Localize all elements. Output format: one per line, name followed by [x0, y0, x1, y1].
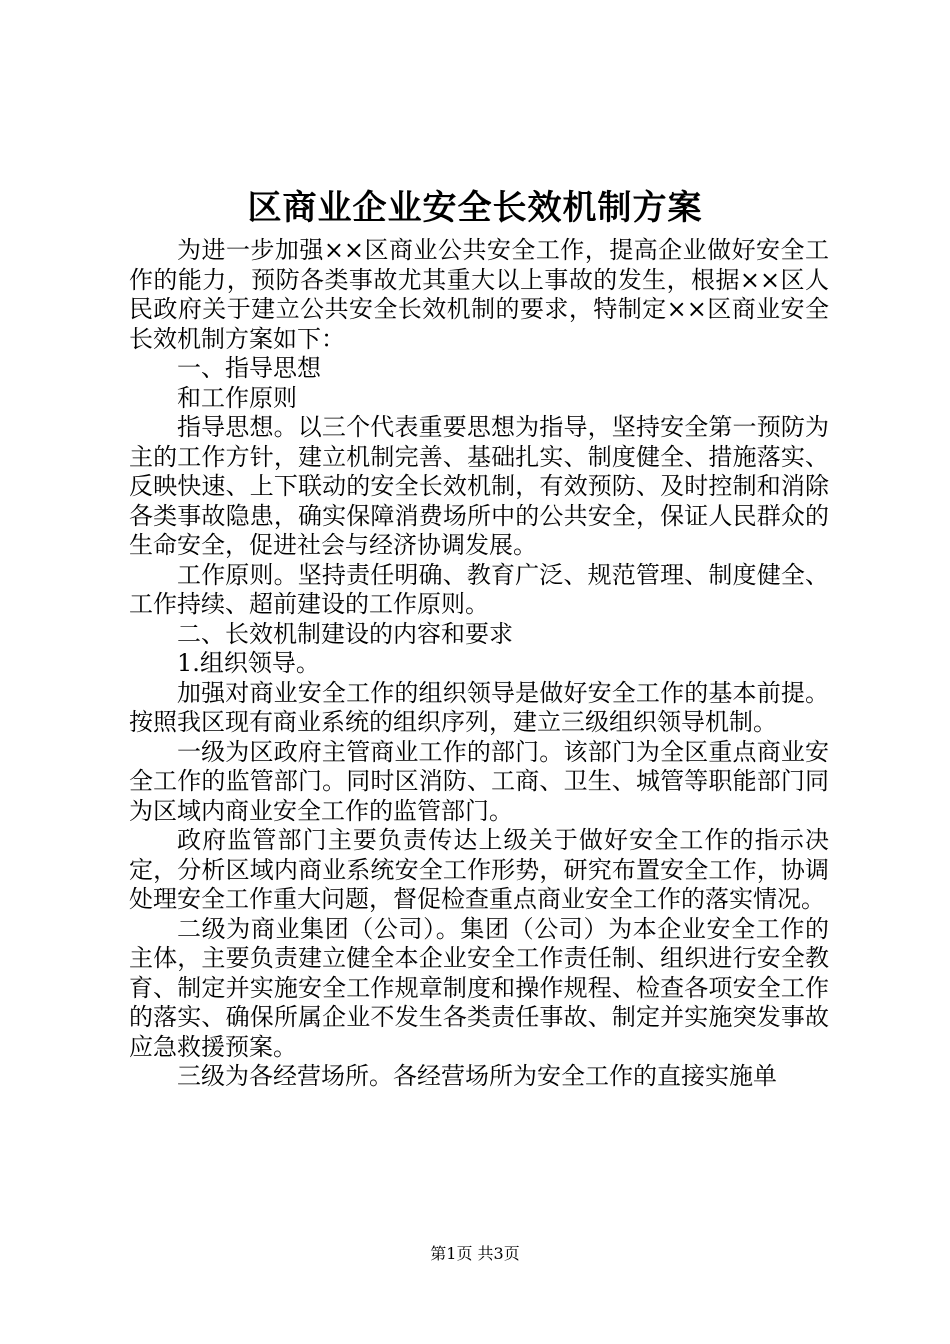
paragraph-leadership: 加强对商业安全工作的组织领导是做好安全工作的基本前提。按照我区现有商业系统的组织序列，建立三级组织领导机制。 [129, 678, 829, 736]
paragraph-intro: 为进一步加强××区商业公共安全工作，提高企业做好安全工作的能力，预防各类事故尤其重大以上事故的发生，根据××区人民政府关于建立公共安全长效机制的要求，特制定××区商业安全长效机制方案如下： [129, 236, 829, 353]
paragraph-work-principle: 工作原则。坚持责任明确、教育广泛、规范管理、制度健全、工作持续、超前建设的工作原则。 [129, 560, 829, 618]
document-body [129, 236, 829, 1092]
paragraph-level-three: 三级为各经营场所。各经营场所为安全工作的直接实施单 [177, 1062, 777, 1090]
section-heading-1: 一、指导思想 [177, 354, 321, 382]
paragraph-level-one: 一级为区政府主管商业工作的部门。该部门为全区重点商业安全工作的监管部门。同时区消防、工商、卫生、城管等职能部门同为区域内商业安全工作的监管部门。 [129, 737, 829, 825]
subsection-heading-1: 1.组织领导。 [177, 649, 320, 677]
section-heading-2: 二、长效机制建设的内容和要求 [177, 619, 513, 648]
paragraph-guiding-thought: 指导思想。以三个代表重要思想为指导，坚持安全第一预防为主的工作方针，建立机制完善、基础扎实、制度健全、措施落实、反映快速、上下联动的安全长效机制，有效预防、及时控制和消除各类事故隐患，确实保障消费场所中的公共安全，保证人民群众的生命安全，促进社会与经济协调发展。 [129, 413, 829, 559]
section-heading-1-cont: 和工作原则 [177, 383, 297, 412]
document-title: 区商业企业安全长效机制方案 [247, 188, 703, 228]
paragraph-government-duty: 政府监管部门主要负责传达上级关于做好安全工作的指示决定，分析区域内商业系统安全工作形势，研究布置安全工作，协调处理安全工作重大问题，督促检查重点商业安全工作的落实情况。 [129, 826, 829, 913]
page-footer: 第1页 共3页 [430, 1244, 520, 1263]
paragraph-level-two: 二级为商业集团（公司）。集团（公司）为本企业安全工作的主体，主要负责建立健全本企业安全工作责任制、组织进行安全教育、制定并实施安全工作规章制度和操作规程、检查各项安全工作的落实、确保所属企业不发生各类责任事故、制定并实施突发事故应急救援预案。 [129, 914, 829, 1061]
